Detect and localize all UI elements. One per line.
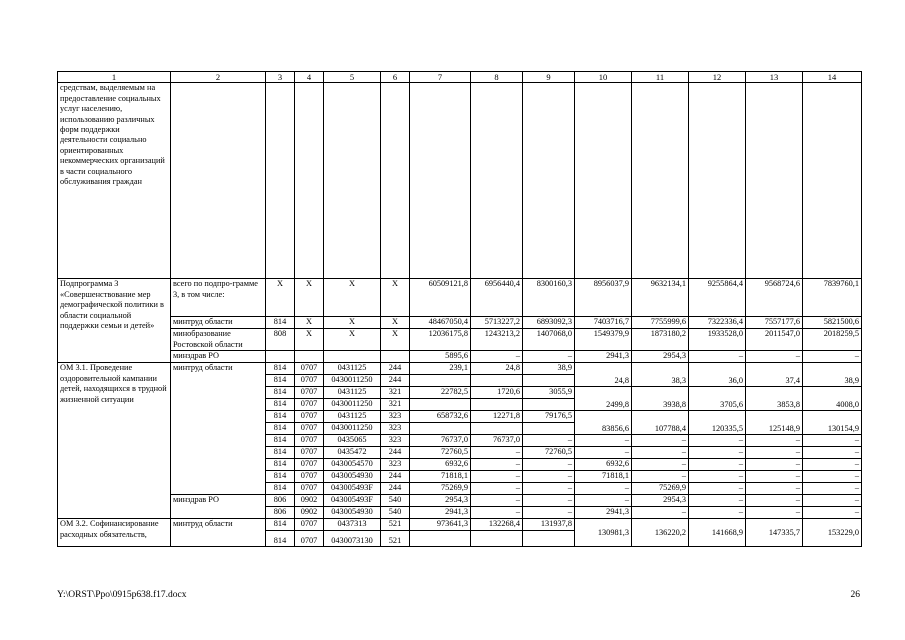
cell-col-5: 0435065 — [324, 435, 381, 447]
cell-col-13: 147335,7 — [746, 519, 803, 547]
cell-col-12: 120335,5 — [689, 411, 746, 435]
cell-col-7: 239,1 — [410, 363, 471, 375]
cell-col-6: 540 — [381, 495, 410, 507]
cell-col-6: 321 — [381, 399, 410, 411]
cell-col-10: 71818,1 — [575, 471, 632, 483]
cell-col-14: – — [803, 507, 862, 519]
cell-col-3: 806 — [266, 507, 295, 519]
cell-col-11: 107788,4 — [632, 411, 689, 435]
cell-col-10: 7403716,7 — [575, 317, 632, 329]
cell-col-9: 6893092,3 — [523, 317, 575, 329]
cell-col-12: 7322336,4 — [689, 317, 746, 329]
cell-col-5: 0430073130 — [324, 531, 381, 547]
cell-col-12: 1933528,0 — [689, 329, 746, 351]
cell-col-5: 0430011250 — [324, 399, 381, 411]
cell-col-8 — [471, 423, 523, 435]
cell-col-3: 814 — [266, 387, 295, 399]
cell-col-5: 0430054930 — [324, 471, 381, 483]
cell-col-14: – — [803, 351, 862, 363]
budget-table-page — [57, 71, 861, 547]
cell-col-14: – — [803, 435, 862, 447]
cell-col-2: минтруд области — [171, 317, 266, 329]
cell-col-6: 244 — [381, 363, 410, 375]
cell-col-9: – — [523, 483, 575, 495]
cell-col-8: 132268,4 — [471, 519, 523, 531]
cell-col-10: 2499,8 — [575, 387, 632, 411]
empty-cell — [632, 83, 689, 279]
cell-col-9: – — [523, 435, 575, 447]
cell-col-8: – — [471, 507, 523, 519]
cell-col-8 — [471, 399, 523, 411]
cell-col-4: 0707 — [295, 423, 324, 435]
cell-col-9: – — [523, 471, 575, 483]
cell-col-10: 6932,6 — [575, 459, 632, 471]
empty-cell — [803, 83, 862, 279]
cell-col-7: 72760,5 — [410, 447, 471, 459]
cell-col-11: – — [632, 447, 689, 459]
cell-col-13: 3853,8 — [746, 387, 803, 411]
cell-col-13: – — [746, 471, 803, 483]
cell-col-11: 136220,2 — [632, 519, 689, 547]
cell-col-3 — [266, 351, 295, 363]
cell-col-7 — [410, 531, 471, 547]
cell-col-14: 38,9 — [803, 363, 862, 387]
cell-col-8: – — [471, 351, 523, 363]
subprogram-row — [58, 279, 862, 317]
empty-cell — [381, 83, 410, 279]
cell-col-10: – — [575, 495, 632, 507]
cell-col-7: 76737,0 — [410, 435, 471, 447]
cell-col-14: 130154,9 — [803, 411, 862, 435]
cell-col-11: 38,3 — [632, 363, 689, 387]
cell-col-10: 2941,3 — [575, 351, 632, 363]
cell-col-5: 0435472 — [324, 447, 381, 459]
cell-col-5: 0430054930 — [324, 507, 381, 519]
cell-col-11: – — [632, 507, 689, 519]
cell-col-8: – — [471, 471, 523, 483]
cell-col-5: 043005493F — [324, 495, 381, 507]
cell-col-5: X — [324, 329, 381, 351]
cell-col-5: 043005493F — [324, 483, 381, 495]
cell-col-6: 244 — [381, 483, 410, 495]
cell-col-13: 7557177,6 — [746, 317, 803, 329]
cell-col-3: 814 — [266, 399, 295, 411]
cell-col-8: 12271,8 — [471, 411, 523, 423]
cell-col-6: 323 — [381, 411, 410, 423]
column-header-11: 11 — [632, 72, 689, 83]
cell-col-14: 2018259,5 — [803, 329, 862, 351]
cell-col-6 — [381, 351, 410, 363]
cell-col-4: 0707 — [295, 483, 324, 495]
cell-col-4: 0707 — [295, 459, 324, 471]
column-header-5: 5 — [324, 72, 381, 83]
cell-col-7 — [410, 423, 471, 435]
cell-col-10: – — [575, 435, 632, 447]
cell-col-3: 814 — [266, 435, 295, 447]
cell-col-5: 0437313 — [324, 519, 381, 531]
cell-col-4: 0707 — [295, 411, 324, 423]
cell-col-13: – — [746, 435, 803, 447]
cell-col-9: 72760,5 — [523, 447, 575, 459]
footer-file-path: Y:\ORST\Ppo\0915p638.f17.docx — [57, 590, 187, 600]
event-row — [58, 363, 862, 375]
cell-col-2: всего по подпро-грамме 3, в том числе: — [171, 279, 266, 317]
cell-col-12: 3705,6 — [689, 387, 746, 411]
empty-cell — [575, 83, 632, 279]
cell-col-14: – — [803, 447, 862, 459]
cell-col-3: 814 — [266, 519, 295, 531]
column-header-1: 1 — [58, 72, 171, 83]
subprogram-row — [58, 351, 862, 363]
cell-col-8: 24,8 — [471, 363, 523, 375]
cell-col-7: 6932,6 — [410, 459, 471, 471]
cell-col-12: 9255864,4 — [689, 279, 746, 317]
empty-cell — [689, 83, 746, 279]
cell-col-6: 244 — [381, 375, 410, 387]
cell-col-6: 323 — [381, 459, 410, 471]
cell-col-4: 0902 — [295, 495, 324, 507]
cell-col-9: 8300160,3 — [523, 279, 575, 317]
cell-col-11: 2954,3 — [632, 351, 689, 363]
cell-col-5: 0430011250 — [324, 423, 381, 435]
cell-col-9 — [523, 423, 575, 435]
subprogram-row — [58, 329, 862, 351]
continuation-row — [58, 83, 862, 279]
executor-cell: минздрав РО — [171, 495, 266, 519]
cell-col-4: 0902 — [295, 507, 324, 519]
cell-col-8: 1720,6 — [471, 387, 523, 399]
cell-col-8 — [471, 375, 523, 387]
cell-col-3: 814 — [266, 483, 295, 495]
cell-col-2: минздрав РО — [171, 351, 266, 363]
cell-col-12: – — [689, 471, 746, 483]
cell-col-13: 2011547,0 — [746, 329, 803, 351]
cell-col-12: – — [689, 435, 746, 447]
cell-col-7 — [410, 375, 471, 387]
cell-col-9: – — [523, 459, 575, 471]
cell-col-8: 5713227,2 — [471, 317, 523, 329]
cell-col-4: 0707 — [295, 531, 324, 547]
cell-col-10: 83856,6 — [575, 411, 632, 435]
cell-col-6: 521 — [381, 531, 410, 547]
column-header-9: 9 — [523, 72, 575, 83]
empty-cell — [324, 83, 381, 279]
cell-col-9: 38,9 — [523, 363, 575, 375]
cell-col-4: 0707 — [295, 387, 324, 399]
cell-col-6: 321 — [381, 387, 410, 399]
cell-col-5: 0430011250 — [324, 375, 381, 387]
cell-col-4: 0707 — [295, 447, 324, 459]
cell-col-6: 323 — [381, 423, 410, 435]
subprogram-row — [58, 317, 862, 329]
cell-col-8 — [471, 531, 523, 547]
empty-cell — [171, 83, 266, 279]
cell-col-8: – — [471, 495, 523, 507]
cell-col-9 — [523, 531, 575, 547]
cell-col-3: X — [266, 279, 295, 317]
empty-cell — [523, 83, 575, 279]
cell-col-5: X — [324, 317, 381, 329]
column-header-14: 14 — [803, 72, 862, 83]
event-row — [58, 519, 862, 531]
cell-col-9: 3055,9 — [523, 387, 575, 399]
cell-col-12: – — [689, 351, 746, 363]
cell-col-7: 12036175,8 — [410, 329, 471, 351]
cell-col-3: 814 — [266, 423, 295, 435]
cell-col-3: 814 — [266, 317, 295, 329]
budget-table — [57, 71, 862, 547]
empty-cell — [266, 83, 295, 279]
column-header-3: 3 — [266, 72, 295, 83]
cell-col-10: 24,8 — [575, 363, 632, 387]
cell-col-9: 1407068,0 — [523, 329, 575, 351]
cell-col-14: – — [803, 459, 862, 471]
cell-col-14: 153229,0 — [803, 519, 862, 547]
column-header-13: 13 — [746, 72, 803, 83]
cell-col-13: 37,4 — [746, 363, 803, 387]
cell-col-12: 36,0 — [689, 363, 746, 387]
cell-col-7 — [410, 399, 471, 411]
subprogram-title: Подпрограмма 3 «Совершенствование мер демографической политики в области социальной поддержки семьи и детей» — [58, 279, 171, 363]
cell-col-5: 0431125 — [324, 387, 381, 399]
cell-col-10: 1549379,9 — [575, 329, 632, 351]
cell-col-10: 2941,3 — [575, 507, 632, 519]
cell-col-5: 0431125 — [324, 363, 381, 375]
cell-col-10: – — [575, 483, 632, 495]
cell-col-11: 7755999,6 — [632, 317, 689, 329]
cell-col-8: 76737,0 — [471, 435, 523, 447]
cell-col-6: 244 — [381, 447, 410, 459]
cell-col-8: 6956440,4 — [471, 279, 523, 317]
cell-col-12: – — [689, 495, 746, 507]
cell-col-13: – — [746, 351, 803, 363]
cell-col-12: – — [689, 483, 746, 495]
cell-col-8: – — [471, 483, 523, 495]
cell-col-6: X — [381, 329, 410, 351]
cell-col-7: 973641,3 — [410, 519, 471, 531]
cell-col-9: – — [523, 351, 575, 363]
cell-col-7: 5895,6 — [410, 351, 471, 363]
event-row — [58, 495, 862, 507]
empty-cell — [746, 83, 803, 279]
cell-col-4: X — [295, 329, 324, 351]
cell-col-14: 4008,0 — [803, 387, 862, 411]
empty-cell — [410, 83, 471, 279]
cell-col-7: 48467050,4 — [410, 317, 471, 329]
cell-col-5: 0430054570 — [324, 459, 381, 471]
cell-col-3: 814 — [266, 375, 295, 387]
cell-col-10: 130981,3 — [575, 519, 632, 547]
cell-col-9: – — [523, 507, 575, 519]
cell-col-7: 2941,3 — [410, 507, 471, 519]
cell-col-6: 244 — [381, 471, 410, 483]
cell-col-9: 131937,8 — [523, 519, 575, 531]
cell-col-7: 71818,1 — [410, 471, 471, 483]
cell-col-3: 814 — [266, 459, 295, 471]
column-header-2: 2 — [171, 72, 266, 83]
cell-col-14: 5821500,6 — [803, 317, 862, 329]
cell-col-9: 79176,5 — [523, 411, 575, 423]
cell-col-5: 0431125 — [324, 411, 381, 423]
cell-col-11: 1873180,2 — [632, 329, 689, 351]
cell-col-7: 22782,5 — [410, 387, 471, 399]
table-header-row — [58, 72, 862, 83]
cell-col-11: 3938,8 — [632, 387, 689, 411]
cell-col-14: 7839760,1 — [803, 279, 862, 317]
cell-col-4: 0707 — [295, 363, 324, 375]
cell-col-10: 8956037,9 — [575, 279, 632, 317]
cell-col-14: – — [803, 471, 862, 483]
cell-col-12: – — [689, 459, 746, 471]
event-title: ОМ 3.2. Софинансирование расходных обязательств, — [58, 519, 171, 547]
cell-col-11: – — [632, 459, 689, 471]
cell-col-7: 658732,6 — [410, 411, 471, 423]
cell-col-4 — [295, 351, 324, 363]
cell-col-4: X — [295, 317, 324, 329]
cell-col-13: – — [746, 507, 803, 519]
column-header-8: 8 — [471, 72, 523, 83]
cell-col-11: – — [632, 435, 689, 447]
cell-col-3: 814 — [266, 363, 295, 375]
column-header-6: 6 — [381, 72, 410, 83]
cell-col-6: 323 — [381, 435, 410, 447]
cell-col-6: X — [381, 279, 410, 317]
cell-col-11: – — [632, 471, 689, 483]
footer-page-number: 26 — [850, 590, 860, 600]
cell-col-7: 60509121,8 — [410, 279, 471, 317]
cell-col-9 — [523, 375, 575, 387]
empty-cell — [471, 83, 523, 279]
cell-col-3: 814 — [266, 471, 295, 483]
cell-col-13: – — [746, 495, 803, 507]
cell-col-13: – — [746, 459, 803, 471]
cell-col-3: 814 — [266, 411, 295, 423]
cell-col-2: минобразование Ростовской области — [171, 329, 266, 351]
cell-col-13: – — [746, 447, 803, 459]
cell-col-6: 540 — [381, 507, 410, 519]
cell-col-11: 2954,3 — [632, 495, 689, 507]
empty-cell — [295, 83, 324, 279]
cell-col-4: 0707 — [295, 435, 324, 447]
column-header-12: 12 — [689, 72, 746, 83]
column-header-7: 7 — [410, 72, 471, 83]
cell-col-10: – — [575, 447, 632, 459]
cell-col-4: 0707 — [295, 471, 324, 483]
cell-col-7: 75269,9 — [410, 483, 471, 495]
cell-col-9: – — [523, 495, 575, 507]
cell-col-4: X — [295, 279, 324, 317]
cell-col-12: – — [689, 507, 746, 519]
continuation-text: средствам, выделяемым на предоставление социальных услуг населению, использованию различных форм поддержки деятельности социально ориентированных некоммерческих организаций в части социального обслуживания граждан — [58, 83, 171, 279]
cell-col-9 — [523, 399, 575, 411]
cell-col-7: 2954,3 — [410, 495, 471, 507]
executor-cell: минтруд области — [171, 363, 266, 495]
executor-cell: минтруд области — [171, 519, 266, 547]
column-header-4: 4 — [295, 72, 324, 83]
cell-col-13: 125148,9 — [746, 411, 803, 435]
cell-col-8: 1243213,2 — [471, 329, 523, 351]
cell-col-3: 814 — [266, 531, 295, 547]
cell-col-4: 0707 — [295, 399, 324, 411]
cell-col-6: X — [381, 317, 410, 329]
cell-col-8: – — [471, 447, 523, 459]
cell-col-6: 521 — [381, 519, 410, 531]
cell-col-11: 9632134,1 — [632, 279, 689, 317]
column-header-10: 10 — [575, 72, 632, 83]
cell-col-13: – — [746, 483, 803, 495]
cell-col-13: 9568724,6 — [746, 279, 803, 317]
cell-col-14: – — [803, 483, 862, 495]
event-title: ОМ 3.1. Проведение оздоровительной кампании детей, находящихся в трудной жизненной ситуации — [58, 363, 171, 519]
cell-col-8: – — [471, 459, 523, 471]
cell-col-5 — [324, 351, 381, 363]
cell-col-3: 806 — [266, 495, 295, 507]
cell-col-4: 0707 — [295, 519, 324, 531]
cell-col-4: 0707 — [295, 375, 324, 387]
cell-col-5: X — [324, 279, 381, 317]
cell-col-12: 141668,9 — [689, 519, 746, 547]
cell-col-3: 814 — [266, 447, 295, 459]
cell-col-3: 808 — [266, 329, 295, 351]
cell-col-12: – — [689, 447, 746, 459]
cell-col-11: 75269,9 — [632, 483, 689, 495]
cell-col-14: – — [803, 495, 862, 507]
